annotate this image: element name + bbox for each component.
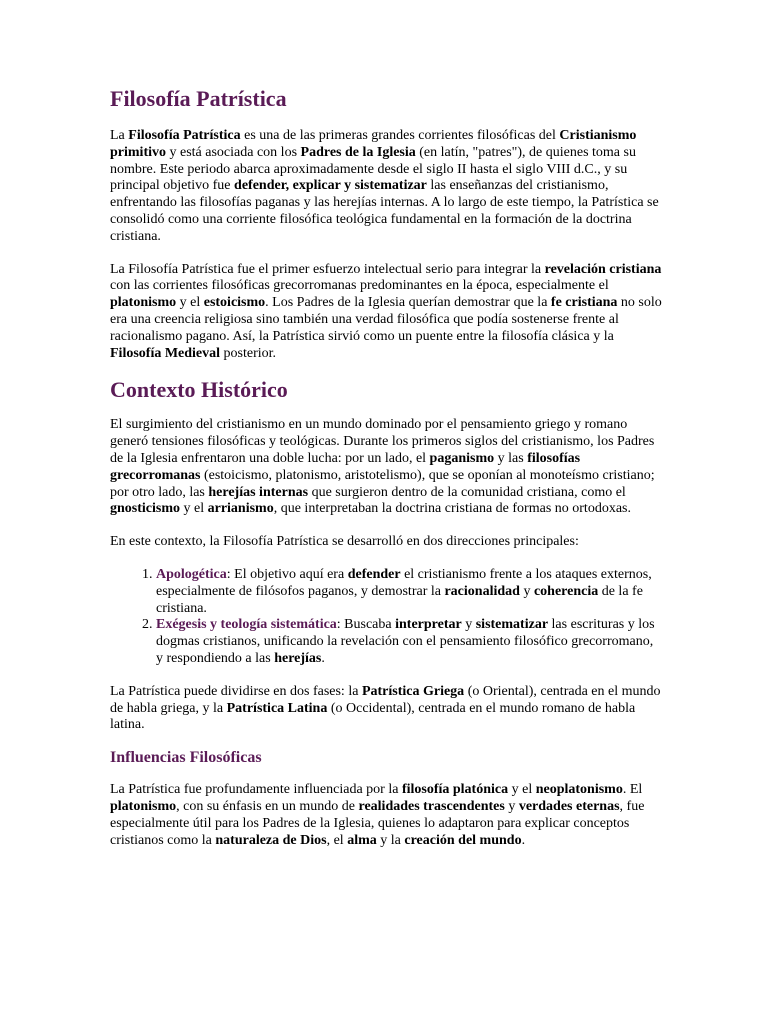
bold-term: arrianismo [207,501,274,517]
heading-contexto-historico: Contexto Histórico [110,377,288,403]
bold-term: Filosofía Patrística [128,128,241,143]
bold-term: naturaleza de Dios [215,832,327,848]
bold-term: Cristianismo primitivo [110,128,637,160]
bold-term: defender, explicar y sistematizar [234,178,427,194]
list-item-exegesis: 2. Exégesis y teología sistemática: Buscaba interpretar y sistematizar las escrituras y los dogmas cristianos, unificando la revelación con el pensamiento filosófico grecorromano, y respondiendo a las herejías. [156,617,662,667]
bold-term: Padres de la Iglesia [300,144,416,160]
bold-term: realidades trascendentes [358,798,505,814]
bold-term: neoplatonismo [535,782,623,798]
highlighted-term: Apologética [156,566,227,582]
heading-filosofia-patristica: Filosofía Patrística [110,86,287,111]
bold-term: racionalidad [444,583,520,599]
bold-term: Patrística Griega [361,683,465,699]
bold-term: Filosofía Medieval [110,345,221,361]
bold-term: herejías internas [208,484,309,500]
bold-term: defender [347,566,401,582]
paragraph-intro: La Filosofía Patrística es una de las primeras grandes corrientes filosóficas del Cristianismo primitivo y está asociada con los Padres de la Iglesia (en latín, "patres"), de quienes toma su nombre. Este periodo abarca aproximadamente desde el siglo II hasta el siglo VIII d.C., y su principal objetivo fue defender, explicar y sistematizar las enseñanzas del cristianismo, enfrentando las filosofías paganas y las herejías internas. A lo largo de este tiempo, la Patrística se consolidó como una corriente filosófica teológica fundamental en la formación de la doctrina cristiana. [110,128,659,244]
heading-influencias-filosoficas: Influencias Filosóficas [110,749,262,767]
bold-term: paganismo [429,450,495,466]
bold-term: interpretar [395,617,462,633]
bold-term: fe cristiana [550,295,618,311]
bold-term: revelación cristiana [544,261,662,277]
bold-term: platonismo [110,295,177,311]
list-item-apologetica: 1. Apologética: El objetivo aquí era defender el cristianismo frente a los ataques externos, especialmente de filósofos paganos, y demostrar la racionalidad y coherencia de la fe cristiana. [156,567,662,617]
bold-term: creación del mundo [404,832,522,848]
bold-term: verdades eternas [518,798,620,814]
bold-term: Patrística Latina [226,700,328,716]
bold-term: gnosticismo [110,501,180,517]
paragraph-influences: La Patrística fue profundamente influenciada por la filosofía platónica y el neoplatonismo. El platonismo, con su énfasis en un mundo de realidades trascendentes y verdades eternas, fue especialmente útil para los Padres de la Iglesia, quienes lo adaptaron para explicar conceptos cristianos como la naturaleza de Dios, el alma y la creación del mundo. [110,782,645,848]
paragraph-phases: La Patrística puede dividirse en dos fases: la Patrística Griega (o Oriental), centrada en el mundo de habla griega, y la Patrística Latina (o Occidental), centrada en el mundo romano de habla latina. [110,683,661,733]
bold-term: coherencia [533,583,599,599]
bold-term: alma [347,832,377,848]
bold-term: herejías [274,650,322,666]
paragraph-context: El surgimiento del cristianismo en un mundo dominado por el pensamiento griego y romano generó tensiones filosóficas y teológicas. Durante los primeros siglos del cristianismo, los Padres de la Iglesia enfrentaron una doble lucha: por un lado, el paganismo y las filosofías grecorromanas (estoicismo, platonismo, aristotelismo), que se oponían al monoteísmo cristiano; por otro lado, las herejías internas que surgieron dentro de la comunidad cristiana, como el gnosticismo y el arrianismo, que interpretaban la doctrina cristiana de formas no ortodoxas. [110,417,655,517]
highlighted-term: Exégesis y teología sistemática [156,617,337,633]
bold-term: sistematizar [475,617,549,633]
directions-list [110,567,662,668]
paragraph-directions: En este contexto, la Filosofía Patrística se desarrolló en dos direcciones principales: [110,534,579,550]
bold-term: filosofías grecorromanas [110,450,581,483]
bold-term: estoicismo [203,295,266,311]
paragraph-integration: La Filosofía Patrística fue el primer esfuerzo intelectual serio para integrar la revelación cristiana con las corrientes filosóficas grecorromanas predominantes en la época, especialmente el platonismo y el estoicismo. Los Padres de la Iglesia querían demostrar que la fe cristiana no solo era una creencia religiosa sino también una verdad filosófica que podía sostenerse frente al racionalismo pagano. Así, la Patrística sirvió como un puente entre la filosofía clásica y la Filosofía Medieval posterior. [110,261,662,361]
document-content [110,84,662,849]
bold-term: platonismo [110,798,177,814]
bold-term: filosofía platónica [401,782,509,798]
